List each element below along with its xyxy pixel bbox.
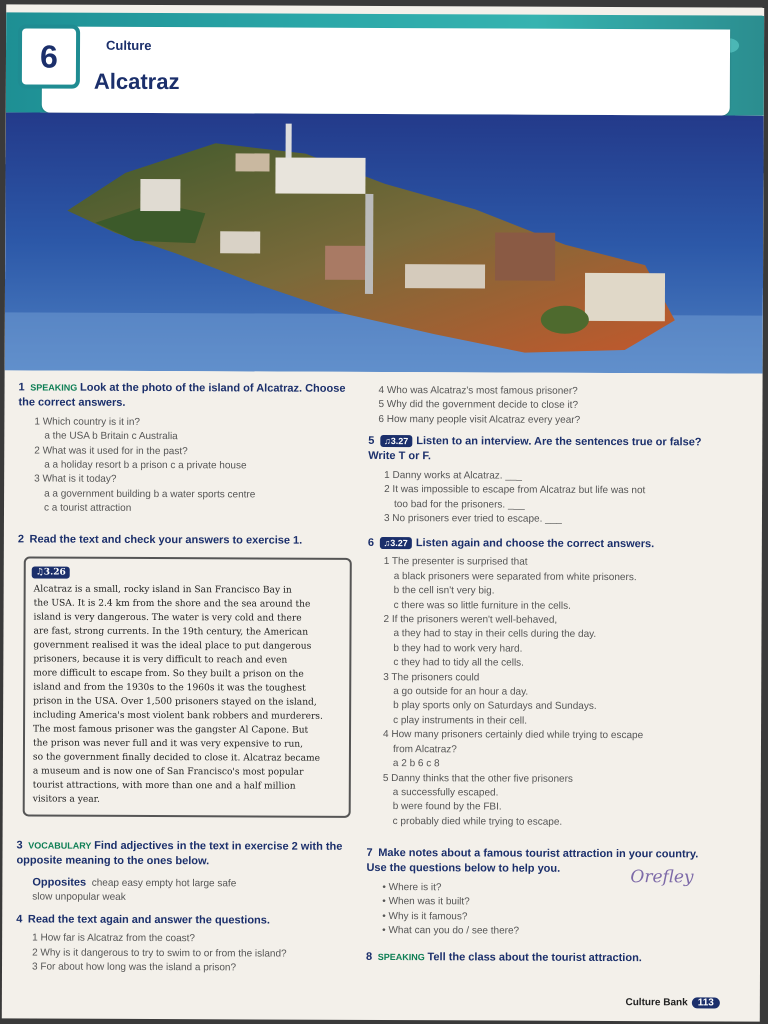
ex5-audio-badge[interactable]: ♫3.27 (380, 435, 412, 447)
opposites-label: Opposites (32, 876, 87, 889)
ex6-option[interactable]: b the cell isn't very big. (393, 585, 495, 597)
handwritten-note: Orefley (630, 867, 694, 888)
ex7-bullet-text: When was it built? (388, 896, 470, 908)
ex6-question: 3 The prisoners could (383, 671, 480, 684)
ex5-instruction: Listen to an interview. Are the sentences true or false? Write T or F. (368, 435, 702, 463)
ex6-question: 4 How many prisoners certainly died while trying to escape (383, 729, 644, 742)
ex6-option[interactable]: a 2 b 6 c 8 (392, 758, 440, 770)
exercise-8 (366, 950, 716, 967)
ex7-bullet (366, 924, 716, 940)
ex6-option[interactable]: a go outside for an hour a day. (393, 686, 529, 698)
ex3-tag: VOCABULARY (28, 840, 92, 851)
ex5-s1: 1 Danny works at Alcatraz. ___ (384, 469, 523, 482)
footer-label: Culture Bank (625, 997, 688, 1009)
bullet-icon: • (382, 910, 389, 922)
reading-text-box (23, 556, 352, 817)
ex1-q1: 1 Which country is it in? (34, 416, 141, 428)
exercise-2 (18, 532, 358, 549)
ex6-instruction: Listen again and choose the correct answers. (415, 537, 655, 551)
ex4-number: 4 (16, 913, 23, 926)
ex6-option[interactable]: b they had to work very hard. (393, 642, 523, 655)
ex2-number: 2 (17, 533, 25, 546)
reading-line: island and from the 1930s to the 1960s it was the toughest (33, 682, 306, 694)
ex3-instruction: Find adjectives in the text in exercise 2 with the opposite meaning to the ones below. (16, 839, 343, 868)
ex8-instruction: Tell the class about the tourist attraction. (427, 951, 642, 965)
ex6-option[interactable]: c probably died while trying to escape. (392, 815, 563, 828)
ex5-s3: 3 No prisoners ever tried to escape. ___ (383, 513, 562, 525)
ex6-question: 5 Danny thinks that the other five prisoners (382, 772, 573, 785)
ex5-s2: 2 It was impossible to escape from Alcatraz but life was not (384, 484, 646, 497)
ex7-bullet-text: Where is it? (388, 881, 442, 894)
reading-line: the prison was never full and it was very expensive to run, (32, 738, 304, 750)
reading-line: so the government finally decided to close it. Alcatraz became (32, 752, 321, 764)
ex6-option[interactable]: c there was so little furniture in the cells. (393, 599, 571, 612)
exercise-3 (16, 838, 356, 906)
ex5-s2-cont: too bad for the prisoners. ___ (394, 498, 525, 511)
ex7-bullet (366, 895, 716, 911)
ex1-q2-options[interactable]: a a holiday resort b a prison c a private house (44, 459, 247, 472)
ex4-q5: 5 Why did the government decide to close it? (378, 399, 579, 412)
ex1-tag: SPEAKING (30, 382, 78, 393)
reading-line: prison in the USA. Over 1,500 prisoners stayed on the island, (33, 696, 317, 708)
reading-line: island is very dangerous. The water is very cold and there (33, 612, 302, 624)
textbook-page (2, 4, 764, 1021)
ex1-q3-options[interactable]: a a government building b a water sports centre (44, 488, 256, 501)
opposites-words-2: slow unpopular weak (32, 891, 126, 904)
ex1-q1-options[interactable]: a the USA b Britain c Australia (44, 430, 178, 443)
reading-line: are fast, strong currents. In the 19th century, the American (33, 626, 309, 638)
alcatraz-photo (5, 112, 764, 373)
bullet-icon: • (382, 881, 389, 893)
ex1-q2: 2 What was it used for in the past? (34, 445, 188, 457)
ex1-q3-options-2[interactable]: c a tourist attraction (43, 502, 132, 515)
bullet-icon: • (382, 925, 389, 937)
reading-line: more difficult to escape from. So they built a prison on the (33, 668, 304, 680)
reading-line: Alcatraz is a small, rocky island in San Francisco Bay in (33, 584, 292, 596)
exercise-7 (366, 846, 716, 940)
ex1-number: 1 (18, 381, 25, 394)
opposites-words: cheap easy empty hot large safe (91, 877, 237, 890)
ex6-option[interactable]: a black prisoners were separated from white prisoners. (393, 570, 637, 583)
headphones-icon: ♫ (383, 538, 391, 549)
ex7-bullet-text: Why is it famous? (388, 910, 468, 922)
ex6-option[interactable]: c they had to tidy all the cells. (393, 657, 524, 669)
ex2-instruction: Read the text and check your answers to exercise 1. (29, 533, 303, 547)
unit-number: 6 (18, 24, 80, 88)
exercise-5 (368, 434, 718, 528)
headphones-icon: ♫ (35, 567, 44, 578)
ex6-question: 1 The presenter is surprised that (383, 556, 528, 569)
ex4-q3: 3 For about how long was the island a prison? (31, 961, 237, 974)
ex4-q6: 6 How many people visit Alcatraz every year? (378, 413, 581, 426)
section-label: Culture (96, 35, 181, 57)
exercise-6 (367, 536, 718, 831)
ex6-option[interactable]: a successfully escaped. (392, 786, 499, 799)
headphones-icon: ♫ (383, 436, 391, 447)
exercise-4 (16, 912, 356, 976)
ex6-option[interactable]: b play sports only on Saturdays and Sundays. (393, 700, 597, 713)
ex1-q3: 3 What is it today? (34, 473, 117, 486)
page-footer (625, 997, 719, 1008)
ex8-tag: SPEAKING (377, 951, 425, 963)
ex6-option[interactable]: b were found by the FBI. (392, 801, 502, 813)
reading-line: including America's most violent bank robbers and murderers. (33, 710, 323, 722)
bullet-icon: • (382, 896, 389, 908)
ex4-q2: 2 Why is it dangerous to try to swim to or from the island? (32, 947, 287, 960)
reading-line: prisoners, because it is very difficult to reach and even (33, 654, 288, 666)
ex6-option[interactable]: c play instruments in their cell. (393, 714, 528, 727)
ex4-q4: 4 Who was Alcatraz's most famous prisoner? (378, 384, 578, 397)
ex7-instruction: Make notes about a famous tourist attraction in your country. Use the questions below to help you. (366, 846, 699, 876)
exercise-4-continued (378, 384, 718, 429)
ex7-bullet (366, 910, 716, 926)
ex6-option[interactable]: a they had to stay in their cells during the day. (393, 628, 597, 641)
audio-track-badge[interactable]: ♫3.26 (32, 566, 70, 578)
reading-line: government realised it was the ideal place to put dangerous (33, 640, 312, 652)
ex8-number: 8 (366, 950, 373, 963)
ex6-option[interactable]: from Alcatraz? (392, 743, 457, 756)
reading-line: The most famous prisoner was the gangster Al Capone. But (33, 724, 309, 736)
ex3-number: 3 (16, 839, 23, 852)
page-title: Alcatraz (93, 68, 180, 95)
page-number: 113 (692, 997, 720, 1008)
ex7-number: 7 (366, 846, 373, 859)
reading-line: the USA. It is 2.4 km from the shore and the sea around the (33, 598, 311, 610)
ex1-instruction: Look at the photo of the island of Alcatraz. Choose the correct answers. (18, 381, 346, 410)
reading-line: a museum and is now one of San Francisco's most popular (32, 766, 304, 778)
reading-line: visitors a year. (32, 794, 100, 805)
ex4-q1: 1 How far is Alcatraz from the coast? (32, 932, 196, 945)
ex5-number: 5 (368, 434, 375, 447)
ex6-number: 6 (367, 536, 375, 549)
ex6-question: 2 If the prisoners weren't well-behaved, (383, 614, 558, 626)
ex6-audio-badge[interactable]: ♫3.27 (380, 537, 412, 549)
exercise-1 (18, 380, 359, 517)
ex7-bullet-text: What can you do / see there? (388, 925, 520, 937)
ex4-instruction: Read the text again and answer the questions. (27, 913, 270, 927)
reading-line: tourist attractions, with more than one and a half million (32, 780, 296, 792)
